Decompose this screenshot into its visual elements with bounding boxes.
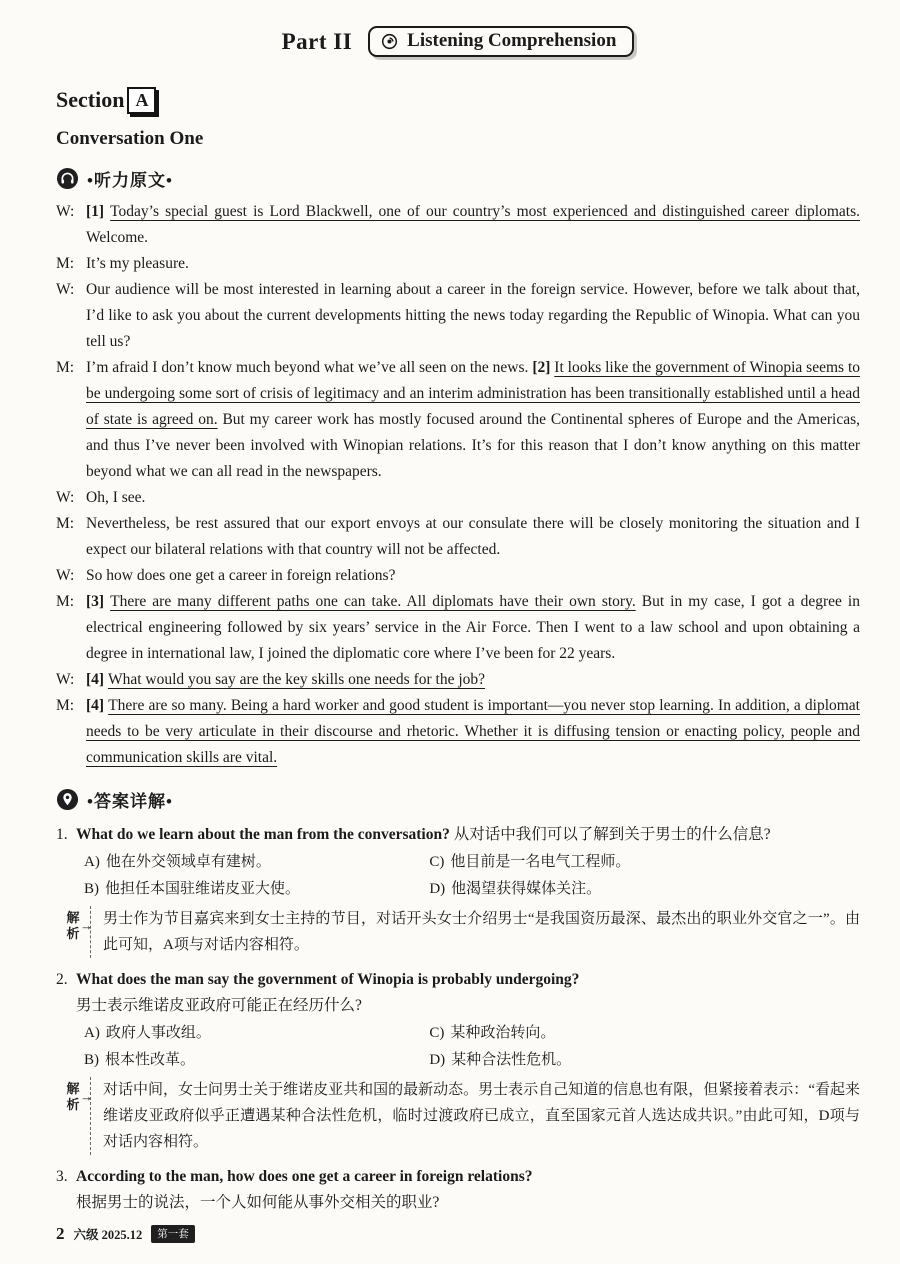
- dialogue-text: [86, 485, 860, 511]
- option-text: 某种政治转向。: [450, 1024, 556, 1041]
- option-item: [429, 876, 860, 903]
- speaker-label: M:: [56, 592, 75, 610]
- question-chinese: 根据男士的说法，一个人如何能从事外交相关的职业?: [76, 1193, 440, 1211]
- text-segment: Welcome.: [86, 228, 149, 246]
- option-item: [429, 1020, 860, 1047]
- options-grid: [56, 849, 860, 903]
- option-item: [84, 1047, 429, 1074]
- question-number: 1.: [56, 825, 68, 843]
- dialogue-text: [86, 355, 860, 485]
- speaker-label: M:: [56, 254, 75, 272]
- question-heading: [56, 822, 860, 848]
- part-subtitle: Listening Comprehension: [407, 30, 617, 51]
- dialogue-text: [86, 589, 860, 667]
- target-icon: [381, 33, 398, 50]
- dialogue-text: [86, 693, 860, 771]
- option-item: [84, 1020, 429, 1047]
- question-number: 3.: [56, 1167, 68, 1185]
- option-label: D): [429, 1051, 446, 1068]
- dialogue-text: [86, 511, 860, 563]
- question-block: [56, 822, 860, 958]
- option-text: 根本性改革。: [105, 1051, 196, 1068]
- section-letter: A: [135, 90, 149, 110]
- answers-header-text: •答案详解•: [87, 791, 173, 811]
- page-header: [56, 26, 860, 57]
- dialogue-text: [86, 667, 860, 693]
- question-number: 2.: [56, 970, 68, 988]
- conversation-title: Conversation One: [56, 127, 204, 149]
- speaker-label: W:: [56, 566, 75, 584]
- analysis-label-char: 析: [66, 1096, 80, 1112]
- analysis-text: 对话中间，女士问男士关于维诺皮亚共和国的最新动态。男士表示自己知道的信息也有限，但紧接着表示：“看起来维诺皮亚政府似乎正遭遇某种合法性危机，临时过渡政府已成立，直至国家元首人选达成共识。”由此可知，D项与对话内容相符。: [90, 1077, 860, 1155]
- question-block: [56, 967, 860, 1155]
- question-heading: [56, 1164, 860, 1216]
- question-text: [76, 822, 860, 848]
- analysis-label-char: 析: [66, 925, 80, 941]
- dialogue-container: [56, 199, 860, 771]
- text-segment: [4]: [86, 670, 108, 688]
- dialogue-line: [56, 693, 860, 771]
- dialogue-line: [56, 511, 860, 563]
- option-label: D): [429, 880, 446, 897]
- text-segment: Our audience will be most interested in learning about a career in the foreign service. However, before we talk about that, I’d like to ask you about the current developments hitting the news today regarding the Republic of Winopia. What can you tell us?: [86, 280, 860, 350]
- option-text: 政府人事改组。: [105, 1024, 211, 1041]
- speaker-label: M:: [56, 358, 75, 376]
- speaker-label: W:: [56, 488, 75, 506]
- speaker-label: W:: [56, 670, 75, 688]
- dialogue-text: [86, 251, 860, 277]
- footer-set-badge: 第一套: [151, 1225, 195, 1243]
- option-label: A): [84, 853, 100, 870]
- analysis-label: [56, 1077, 93, 1155]
- speaker-label: W:: [56, 202, 75, 220]
- text-segment: [2]: [532, 358, 555, 376]
- underlined-segment: There are so many. Being a hard worker and good student is important—you never stop learning. In addition, a diplomat needs to be very articulate in their discourse and rhetoric. Whether it is diffusing tension or enacting policy, people and communication skills are vital.: [86, 696, 860, 766]
- analysis-label-char: 解: [66, 1080, 80, 1096]
- question-text: [76, 1164, 860, 1216]
- analysis-label-char: 解: [66, 909, 80, 925]
- text-segment: So how does one get a career in foreign relations?: [86, 566, 396, 584]
- dialogue-line: [56, 563, 860, 589]
- text-segment: But in my case, I got a degree in electrical engineering followed by six years’ service in the Air Force. Then I went to a law school and upon obtaining a degree in international law, I joined the diplomatic core where I’ve been for 22 years.: [86, 592, 860, 662]
- underlined-segment: Today’s special guest is Lord Blackwell, one of our country’s most experienced and distinguished career diplomats.: [110, 202, 860, 220]
- question-chinese: 男士表示维诺皮亚政府可能正在经历什么?: [76, 996, 362, 1014]
- option-item: [84, 849, 429, 876]
- dialogue-line: [56, 667, 860, 693]
- dialogue-line: [56, 199, 860, 251]
- dialogue-line: [56, 589, 860, 667]
- section-letter-badge: [127, 87, 156, 114]
- question-english: What do we learn about the man from the conversation?: [76, 825, 450, 843]
- location-pin-icon: [56, 788, 79, 811]
- option-label: B): [84, 880, 99, 897]
- dialogue-line: [56, 355, 860, 485]
- dialogue-line: [56, 485, 860, 511]
- analysis-label: [56, 906, 93, 958]
- underlined-segment: There are many different paths one can take. All diplomats have their own story.: [110, 592, 636, 610]
- answers-header: [56, 787, 860, 812]
- analysis-arrow-icon: →: [80, 1088, 93, 1104]
- dialogue-text: [86, 199, 860, 251]
- analysis-text: 男士作为节目嘉宾来到女士主持的节目，对话开头女士介绍男士“是我国资历最深、最杰出的职业外交官之一”。由此可知，A项与对话内容相符。: [90, 906, 860, 958]
- option-item: [84, 876, 429, 903]
- dialogue-text: [86, 277, 860, 355]
- option-item: [429, 849, 860, 876]
- question-block: [56, 1164, 860, 1216]
- section-label: Section: [56, 87, 125, 113]
- text-segment: I’m afraid I don’t know much beyond what we’ve all seen on the news.: [86, 358, 533, 376]
- dialogue-line: [56, 251, 860, 277]
- text-segment: [1]: [86, 202, 111, 220]
- option-label: B): [84, 1051, 99, 1068]
- listening-comprehension-title-box: [368, 26, 634, 57]
- headphone-icon: [56, 167, 79, 190]
- questions-container: [56, 822, 860, 1216]
- option-text: 他目前是一名电气工程师。: [450, 853, 631, 870]
- question-english: What does the man say the government of Winopia is probably undergoing?: [76, 970, 580, 988]
- question-text: [76, 967, 860, 1019]
- text-segment: [4]: [86, 696, 109, 714]
- analysis-block: [56, 1077, 860, 1155]
- option-text: 他渴望获得媒体关注。: [451, 880, 602, 897]
- option-label: C): [429, 853, 445, 870]
- text-segment: [3]: [86, 592, 111, 610]
- option-item: [429, 1047, 860, 1074]
- option-text: 他在外交领域卓有建树。: [105, 853, 271, 870]
- speaker-label: M:: [56, 514, 75, 532]
- text-segment: It’s my pleasure.: [86, 254, 189, 272]
- options-grid: [56, 1020, 860, 1074]
- speaker-label: M:: [56, 696, 75, 714]
- speaker-label: W:: [56, 280, 75, 298]
- option-text: 他担任本国驻维诺皮亚大使。: [105, 880, 301, 897]
- dialogue-line: [56, 277, 860, 355]
- question-english: According to the man, how does one get a career in foreign relations?: [76, 1167, 533, 1185]
- underlined-segment: It looks like the government of Winopia seems to be undergoing some sort of crisis of legitimacy and an interim administration has been transitionally established until a head of state is agreed on.: [86, 358, 860, 428]
- analysis-block: [56, 906, 860, 958]
- text-segment: Oh, I see.: [86, 488, 146, 506]
- question-chinese: 从对话中我们可以了解到关于男士的什么信息?: [453, 825, 771, 843]
- transcript-header: [56, 166, 860, 191]
- footer-edition-label: 六级 2025.12: [73, 1228, 143, 1242]
- page-number: 2: [56, 1224, 65, 1243]
- transcript-header-text: •听力原文•: [87, 170, 173, 190]
- section-heading: [56, 87, 860, 114]
- option-label: C): [429, 1024, 445, 1041]
- analysis-arrow-icon: →: [80, 917, 93, 933]
- underlined-segment: What would you say are the key skills one needs for the job?: [107, 670, 486, 688]
- page-footer: [56, 1224, 195, 1244]
- option-text: 某种合法性危机。: [451, 1051, 572, 1068]
- option-label: A): [84, 1024, 100, 1041]
- text-segment: Nevertheless, be rest assured that our export envoys at our consulate there will be closely monitoring the situation and I expect our bilateral relations with that country will not be affected.: [86, 514, 860, 558]
- text-segment: But my career work has mostly focused around the Continental spheres of Europe and the Americas, and thus I’ve never been involved with Winopian relations. It’s for this reason that I don’t know anything on this matter beyond what we can all read in the newspapers.: [86, 410, 860, 480]
- dialogue-text: [86, 563, 860, 589]
- question-heading: [56, 967, 860, 1019]
- part-title: Part II: [281, 28, 353, 54]
